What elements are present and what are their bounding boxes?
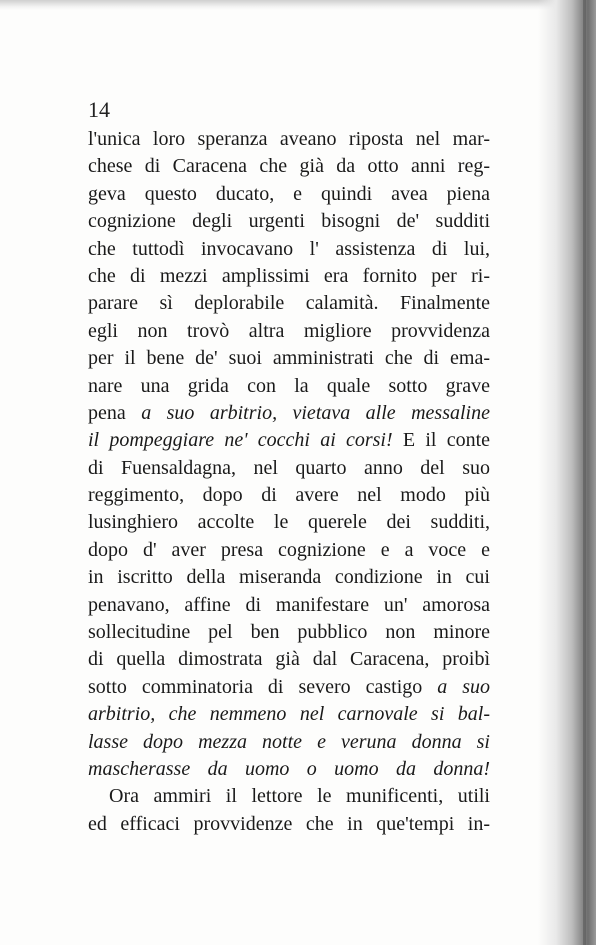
text-line bbox=[88, 126, 490, 153]
text-segment: pena bbox=[88, 401, 142, 424]
page-number: 14 bbox=[88, 97, 110, 122]
text-segment: E il conte bbox=[392, 429, 490, 452]
text-line bbox=[88, 290, 490, 317]
text-segment: l'unica loro speranza aveano riposta nel mar- bbox=[88, 128, 490, 150]
text-segment: ed efficaci provvidenze che in que'tempi in- bbox=[88, 812, 490, 835]
text-line bbox=[88, 674, 490, 701]
text-line bbox=[88, 263, 490, 290]
text-line bbox=[88, 482, 490, 509]
text-line bbox=[88, 427, 490, 454]
text-segment: reggimento, dopo di avere nel modo più bbox=[88, 484, 490, 507]
text-line bbox=[88, 564, 490, 591]
text-line bbox=[88, 455, 490, 482]
text-line bbox=[88, 373, 490, 400]
text-line bbox=[88, 592, 490, 619]
page-top-edge bbox=[0, 0, 596, 10]
text-segment: sollecitudine pel ben pubblico non minore bbox=[88, 621, 490, 644]
text-line bbox=[88, 181, 490, 208]
text-segment: geva questo ducato, e quindi avea piena bbox=[88, 182, 490, 205]
text-segment: per il bene de' suoi amministrati che di ema- bbox=[88, 347, 490, 370]
text-segment: parare sì deplorabile calamità. Finalmente bbox=[88, 292, 490, 315]
text-segment: Ora ammiri il lettore le munificenti, utili bbox=[109, 785, 490, 808]
text-segment: nare una grida con la quale sotto grave bbox=[88, 374, 490, 397]
text-segment: chese di Caracena che già da otto anni reg- bbox=[88, 155, 490, 178]
text-line bbox=[88, 783, 490, 810]
text-line bbox=[88, 236, 490, 263]
text-line bbox=[88, 318, 490, 345]
page-gutter-shadow bbox=[538, 0, 596, 945]
text-line bbox=[88, 537, 490, 564]
text-segment: che di mezzi amplissimi era fornito per ri- bbox=[88, 264, 490, 287]
text-line bbox=[88, 701, 490, 728]
text-line bbox=[88, 646, 490, 673]
text-segment: dopo d' aver presa cognizione e a voce e bbox=[88, 538, 490, 561]
text-line bbox=[88, 619, 490, 646]
body-text bbox=[88, 126, 490, 838]
text-line bbox=[88, 208, 490, 235]
page-binding-line bbox=[583, 0, 586, 945]
text-segment: egli non trovò altra migliore provvidenza bbox=[88, 319, 490, 342]
text-line bbox=[88, 400, 490, 427]
italic-text: mascherasse da uomo o uomo da donna! bbox=[88, 757, 490, 780]
italic-text: a suo arbitrio, vietava alle messaline bbox=[141, 401, 490, 424]
text-line bbox=[88, 153, 490, 180]
text-line bbox=[88, 345, 490, 372]
italic-text: a suo bbox=[437, 675, 490, 698]
italic-text: il pompeggiare ne' cocchi ai corsi! bbox=[88, 429, 393, 452]
italic-text: arbitrio, che nemmeno nel carnovale si bal- bbox=[88, 703, 490, 726]
text-line bbox=[88, 811, 490, 838]
text-segment: che tuttodì invocavano l' assistenza di lui, bbox=[88, 237, 490, 260]
text-segment: lusinghiero accolte le querele dei sudditi, bbox=[88, 511, 490, 534]
text-segment: sotto comminatoria di severo castigo bbox=[88, 675, 438, 698]
text-line bbox=[88, 509, 490, 536]
text-line bbox=[88, 729, 490, 756]
italic-text: lasse dopo mezza notte e veruna donna si bbox=[88, 730, 490, 753]
text-segment: penavano, affine di manifestare un' amorosa bbox=[88, 593, 490, 616]
text-segment: di quella dimostrata già dal Caracena, proibì bbox=[88, 648, 490, 671]
text-segment: cognizione degli urgenti bisogni de' sudditi bbox=[88, 210, 490, 233]
text-segment: di Fuensaldagna, nel quarto anno del suo bbox=[88, 456, 490, 479]
text-segment: in iscritto della miseranda condizione in cui bbox=[88, 566, 490, 589]
text-line bbox=[88, 756, 490, 783]
